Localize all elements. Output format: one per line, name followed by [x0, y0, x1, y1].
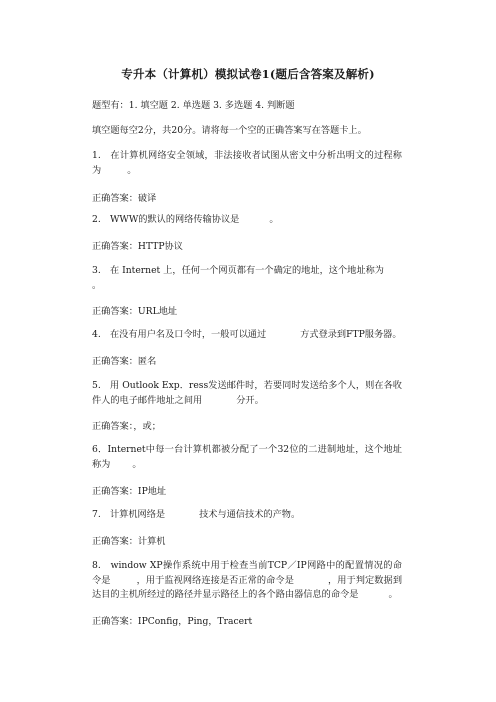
question-8-text: 8. window XP操作系统中用于检查当前TCP／IP网路中的配置情况的命令是	[92, 560, 402, 586]
answer-5: 正确答案：，或；	[92, 421, 161, 432]
answer-4: 正确答案：匿名	[92, 356, 157, 367]
question-3	[92, 264, 402, 293]
answer-1: 正确答案：破译	[92, 193, 157, 204]
document-title: 专升本（计算机）模拟试卷1(题后含答案及解析)	[121, 67, 375, 81]
question-5	[92, 379, 402, 408]
question-8-text-mid: ，用于监视网络连接是否正常的命令是	[136, 574, 294, 586]
answer-8: 正确答案：IPConfig，Ping，Tracert	[92, 616, 253, 627]
question-8-text-mid-2: ，用于判定数据到达目的主机所经过的路径并显示路径上的各个路由器信息的命令是	[92, 574, 403, 600]
question-2-text-end: 。	[269, 214, 279, 225]
answer-3: 正确答案：URL地址	[92, 306, 178, 317]
answer-2: 正确答案：HTTP协议	[92, 241, 183, 252]
question-8-text-end: 。	[388, 589, 398, 600]
question-4	[92, 328, 402, 343]
question-7	[92, 508, 402, 523]
question-8	[92, 559, 402, 603]
question-6-text: 6．Internet中每一台计算机都被分配了一个32位的二进制地址，这个地址称为	[92, 444, 402, 470]
question-4-text-end: 方式登录到FTP服务器。	[300, 329, 402, 340]
question-7-text: 7. 计算机网络是	[92, 509, 166, 520]
question-3-text-end: 。	[92, 279, 102, 291]
answer-6: 正确答案：IP地址	[92, 486, 167, 497]
question-types-line: 题型有：1. 填空题 2. 单选题 3. 多选题 4. 判断题	[92, 100, 295, 111]
answer-7: 正确答案：计算机	[92, 536, 166, 547]
question-2-text: 2. WWW的默认的网络传输协议是	[92, 214, 240, 225]
question-2	[92, 213, 402, 228]
question-5-text: 5. 用 Outlook Exp．ress发送邮件时，若要同时发送给多个人，则在各收件人的电子邮件地址之间用	[92, 380, 402, 406]
question-6	[92, 443, 402, 472]
question-1	[92, 149, 402, 178]
question-1-text: 1. 在计算机网络安全领域，非法接收者试图从密文中分析出明文的过程称为	[92, 150, 402, 176]
question-1-text-end: 。	[127, 164, 137, 176]
question-6-text-end: 。	[132, 458, 142, 470]
fill-instructions-line: 填空题每空2分，共20分。请将每一个空的正确答案写在答题卡上。	[92, 125, 367, 136]
question-7-text-end: 技术与通信技术的产物。	[199, 509, 301, 520]
question-4-text: 4. 在没有用户名及口令时，一般可以通过	[92, 329, 267, 340]
question-5-text-end: 分开。	[236, 394, 264, 406]
question-3-text: 3. 在 Internet 上，任何一个网页都有一个确定的地址，这个地址称为	[92, 265, 384, 276]
